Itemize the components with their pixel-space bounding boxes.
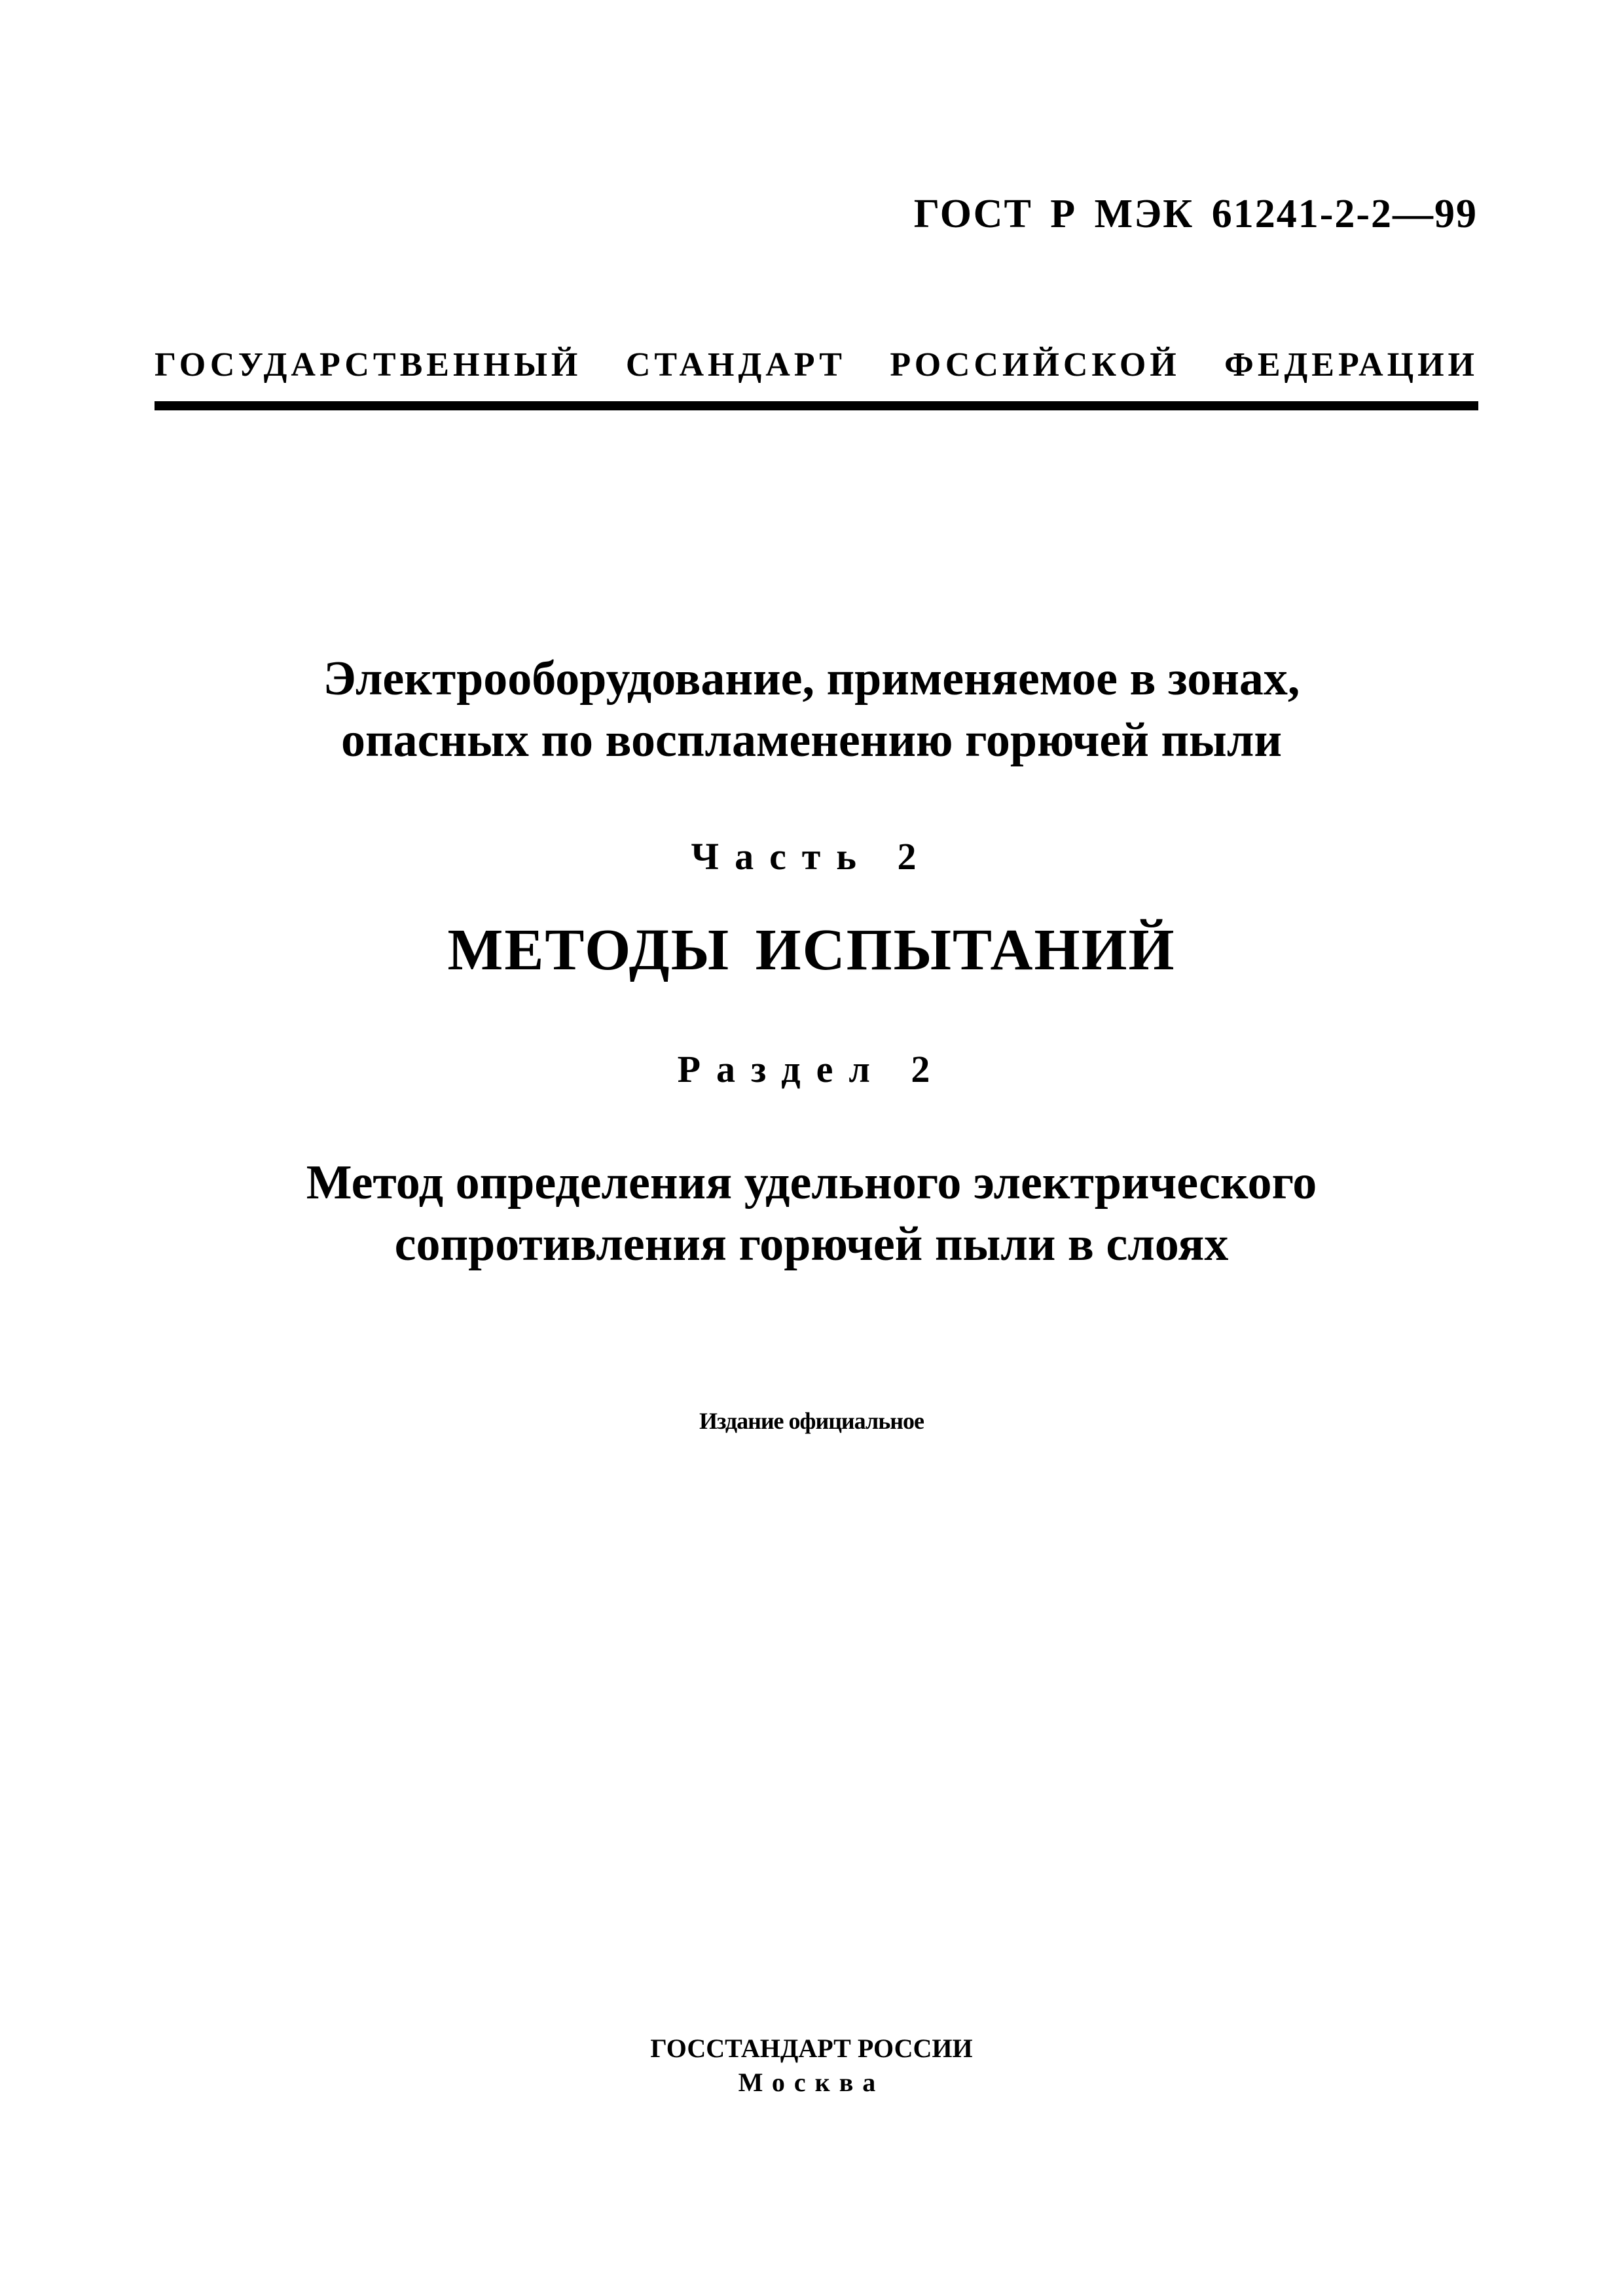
part-title: МЕТОДЫ ИСПЫТАНИЙ bbox=[447, 918, 1176, 982]
header-word: ФЕДЕРАЦИИ bbox=[1224, 346, 1478, 384]
title-line: Электрооборудование, применяемое в зонах, bbox=[323, 652, 1300, 706]
part-label: Часть 2 bbox=[691, 835, 932, 878]
header-band bbox=[155, 346, 1478, 410]
edition-note: Издание официальное bbox=[699, 1408, 924, 1434]
section-title bbox=[0, 1152, 1623, 1275]
title-line: опасных по воспламенению горючей пыли bbox=[341, 713, 1282, 767]
section-title-line: Метод определения удельного электрического bbox=[306, 1156, 1317, 1210]
document-title bbox=[0, 648, 1623, 771]
section-label: Раздел 2 bbox=[677, 1048, 946, 1090]
publisher: ГОССТАНДАРТ РОССИИ bbox=[650, 2034, 973, 2063]
standard-code: ГОСТ Р МЭК 61241-2-2—99 bbox=[913, 192, 1478, 236]
header-rule bbox=[155, 401, 1478, 410]
publication-city: Москва bbox=[738, 2068, 885, 2097]
section-title-line: сопротивления горючей пыли в слоях bbox=[394, 1217, 1229, 1271]
header-word: ГОСУДАРСТВЕННЫЙ bbox=[155, 346, 582, 384]
header-word: СТАНДАРТ bbox=[625, 346, 846, 384]
header-word: РОССИЙСКОЙ bbox=[890, 346, 1180, 384]
header-title bbox=[155, 346, 1478, 384]
